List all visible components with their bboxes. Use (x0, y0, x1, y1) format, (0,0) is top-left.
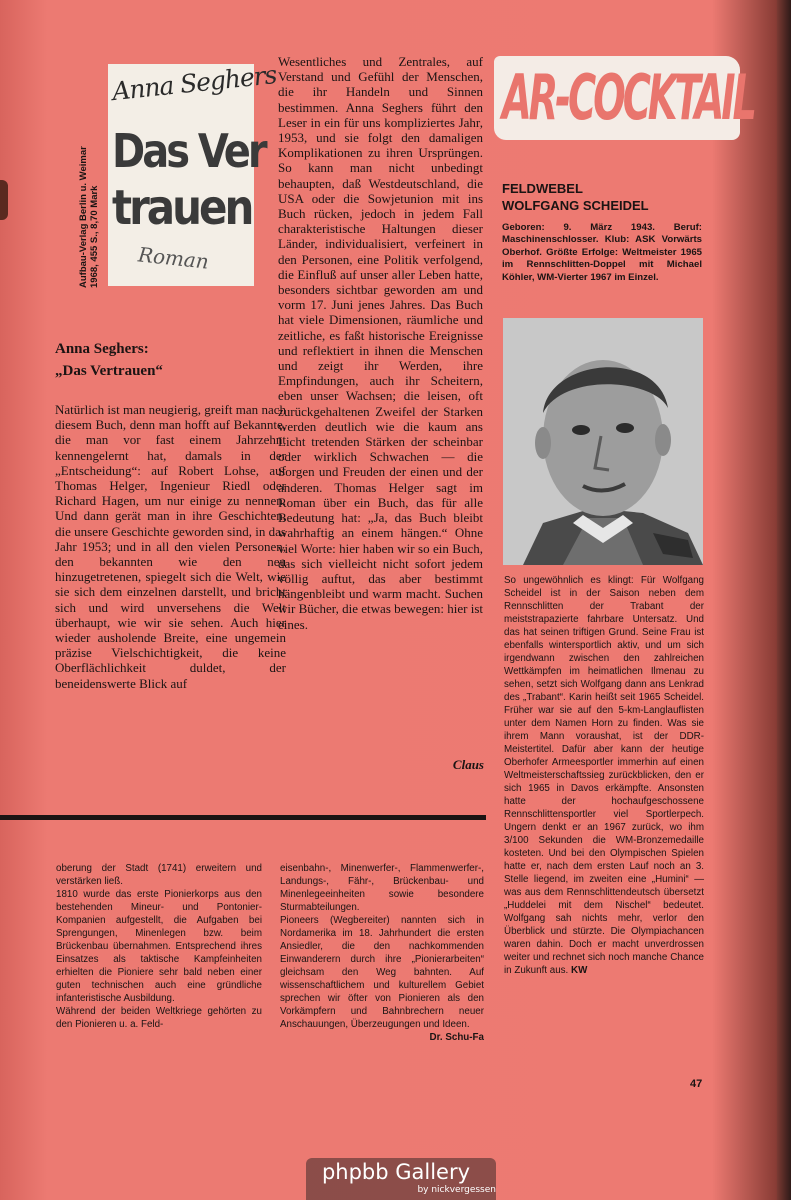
cover-title-line1: Das Ver (112, 125, 265, 179)
review-heading-author: Anna Seghers: (55, 341, 149, 357)
banner-text: AR-COCKTAIL (502, 61, 754, 134)
publisher-line1: Aufbau-Verlag Berlin u. Weimar (78, 146, 89, 288)
athlete-rank: FELDWEBEL (502, 181, 583, 196)
athlete-article-text (504, 574, 704, 977)
athlete-fullname: WOLFGANG SCHEIDEL (502, 198, 649, 213)
pioneers-column-2 (280, 862, 484, 1044)
athlete-name (502, 180, 649, 214)
athlete-portrait-photo (503, 318, 703, 565)
review-column-2: Wesentliches und Zentrales, auf Verstand und Gefühl der Menschen, die ihr Handeln und Sinnen bestimmen. Anna Seghers führt den Leser in ein für uns kompliziertes Jahr, 1953, und sie folgt den damaligen Komplikationen zu ihren Ursprüngen. So kann man nicht unbedingt behaupten, daß Westdeutschland, die USA oder die Sowjetunion mit ins Buch rücken, jedoch in jedem Fall charakteristische Haltungen dieser Länder, individualisiert, verfeinert in den Personen, eine Politik verfolgend, die Einfluß auf unser aller Leben hatte, besonders sichtbar geworden am und vorm 17. Juni jenes Jahres. Das Buch hat viele Dimensionen, räumliche und zeitliche, es faßt historische Ereignisse und reflektiert in ihnen die Menschen und zeigt ihr Werden, ihre Empfindungen, auch ihr Scheitern, eben unser Wachsen; die leisen, oft zurückgehaltenen Zweifel der Starken werden deutlich wie die kaum ans Licht tretenden Stärken der scheinbar oder wirklich Schwachen — die Sorgen und Freuden der einen und der anderen. Thomas Helger sagt im Roman über ein Buch, das für alle Bedeutung hat: „Ja, das Buch bleibt wahrhaftig an einem hängen.“ Ohne viel Worte: hier haben wir so ein Buch, das sich vielleicht nicht sofort jedem völlig auftut, das aber bestimmt hängenbleibt und warm macht. Suchen wir Bücher, die etwas bewegen: hier ist eines. (278, 54, 483, 632)
watermark-byline: by nickvergessen (417, 1185, 496, 1195)
watermark-title: phpbb Gallery (321, 1160, 471, 1184)
athlete-article-author: KW (571, 965, 588, 976)
review-signature: Claus (452, 757, 484, 772)
page-edge-shadow (777, 0, 791, 1200)
pioneers-column-2-text: eisenbahn-, Minenwerfer-, Flammenwerfer-, Landungs-, Fähr-, Brückenbau- und Minenlegeeinheiten sowie besondere Sturmabteilungen. Pioneers (Wegbereiter) nannten sich in Nordamerika im 18. Jahrhundert die ersten Ansiedler, die den nachkommenden Einwanderern durch ihre „Pionierarbeiten“ gleichsam den Weg bahnten. Auf wissenschaftlichem und kulturellem Gebiet sprechen wir öfter von Pionieren als den Vorkämpfern und Bahnbrechern neuer Anschauungen, Überzeugungen und Ideen. (280, 863, 484, 1030)
publisher-line2: 1968, 455 S., 8,70 Mark (89, 185, 100, 288)
athlete-article-body: So ungewöhnlich es klingt: Für Wolfgang Scheidel ist in der Saison neben dem Rennschlitten der Trabant der meiststrapazierte fahrbare Untersatz. Und das hat seinen triftigen Grund. Seine Frau ist ebenfalls wintersportlich aktiv, und um sich irgendwann zwischen den zahlreichen Wettkämpfen im heimatlichen Ilmenau zu sehen, setzt sich Wolfgang dann ans Lenkrad des „Trabant“. Karin heißt seit 1965 Scheidel. Früher war sie auf den 5-km-Langlauflisten unter dem Namen Horn zu finden. Was sie ihrem Mann voraushat, ist der DDR-Meistertitel. Dafür aber kann der heutige Oberhofer Armeesportler immerhin auf einen Weltmeisterschaftssieg zurückblicken, den er sich 1965 in Davos erkämpfte. Ansonsten hatte der hochaufgeschossene Rennschlittensportler viel Sportlerpech. Ungern denkt er an 1967 zurück, wo ihm 3/100 Sekunden die WM-Bronzemedaille kosteten. Und bei den Olympischen Spielen hatte er, nach dem ersten Lauf noch an 3. Stelle liegend, im zweiten eine „Humini“ — was aus dem Rennschlittendeutsch übersetzt „Huddelei mit dem Nischel“ bedeutet. Wolfgang sah nichts mehr, verlor den Überblick und stürzte. Die Olympiachancen waren dahin. Doch er macht unverdrossen weiter und rechnet sich noch manche Chance in Zukunft aus. (504, 575, 704, 976)
cocktail-banner (494, 56, 754, 140)
portrait-illustration (503, 318, 703, 565)
pioneers-author: Dr. Schu-Fa (429, 1032, 484, 1043)
binding-mark (0, 180, 8, 220)
review-heading (55, 338, 163, 382)
pioneers-column-1-text: oberung der Stadt (1741) erweitern und verstärken ließ. 1810 wurde das erste Pionierkorps aus den bestehenden Mineur- und Pontonier-Kompanien aufgestellt, die Aufgaben bei Sprengungen, Minenlegen bzw. beim Brückenbau übernahmen. Entsprechend ihres Einsatzes als taktische Kampfeinheiten erhielten die Pioniere sehr bald neben einer guten technischen auch eine gründliche infanteristische Ausbildung. Während der beiden Weltkriege gehörten zu den Pionieren u. a. Feld- (56, 863, 262, 1030)
book-cover-image (108, 60, 278, 286)
review-heading-title: „Das Vertrauen“ (55, 363, 163, 379)
section-divider (0, 815, 486, 820)
athlete-facts: Geboren: 9. März 1943. Beruf: Maschinenschlosser. Klub: ASK Vorwärts Oberhof. Größte Erfolge: Weltmeister 1965 im Rennschlitten-Doppel mit Michael Köhler, WM-Vierter 1967 im Einzel. (502, 222, 702, 283)
cover-author-signature: Anna Seghers (110, 60, 278, 107)
cover-title-line2: trauen (112, 179, 252, 236)
publisher-info (78, 58, 100, 288)
cover-subtitle: Roman (136, 242, 210, 274)
page-number: 47 (690, 1078, 703, 1090)
review-column-1: Natürlich ist man neugierig, greift man nach diesem Buch, denn man hofft auf Bekannte, die man vor fast einem Jahrzehnt kennengelernt hat, damals in der „Entscheidung“: auf Robert Lohse, auf Thomas Helger, Ingenieur Riedl oder Richard Hagen, um nur einige zu nennen. Und dann gerät man in ihre Geschichten, die unsere Geschichte geworden sind, in das Jahr 1953; und in all den vielen Personen, den bekannten wie den neu hinzugetretenen, spiegelt sich die Welt, wie sie sich dem einzelnen darstellt, und bricht sich und wird unversehens die Welt überhaupt, wie wir sie sehen. Auch hier wieder ausholende Breite, eine ungemein präzise Vielschichtigkeit, die keine Oberflächlichkeit duldet, der beneidenswerte Blick auf (55, 402, 286, 691)
pioneers-column-1 (56, 862, 262, 1031)
gallery-watermark (306, 1158, 496, 1200)
